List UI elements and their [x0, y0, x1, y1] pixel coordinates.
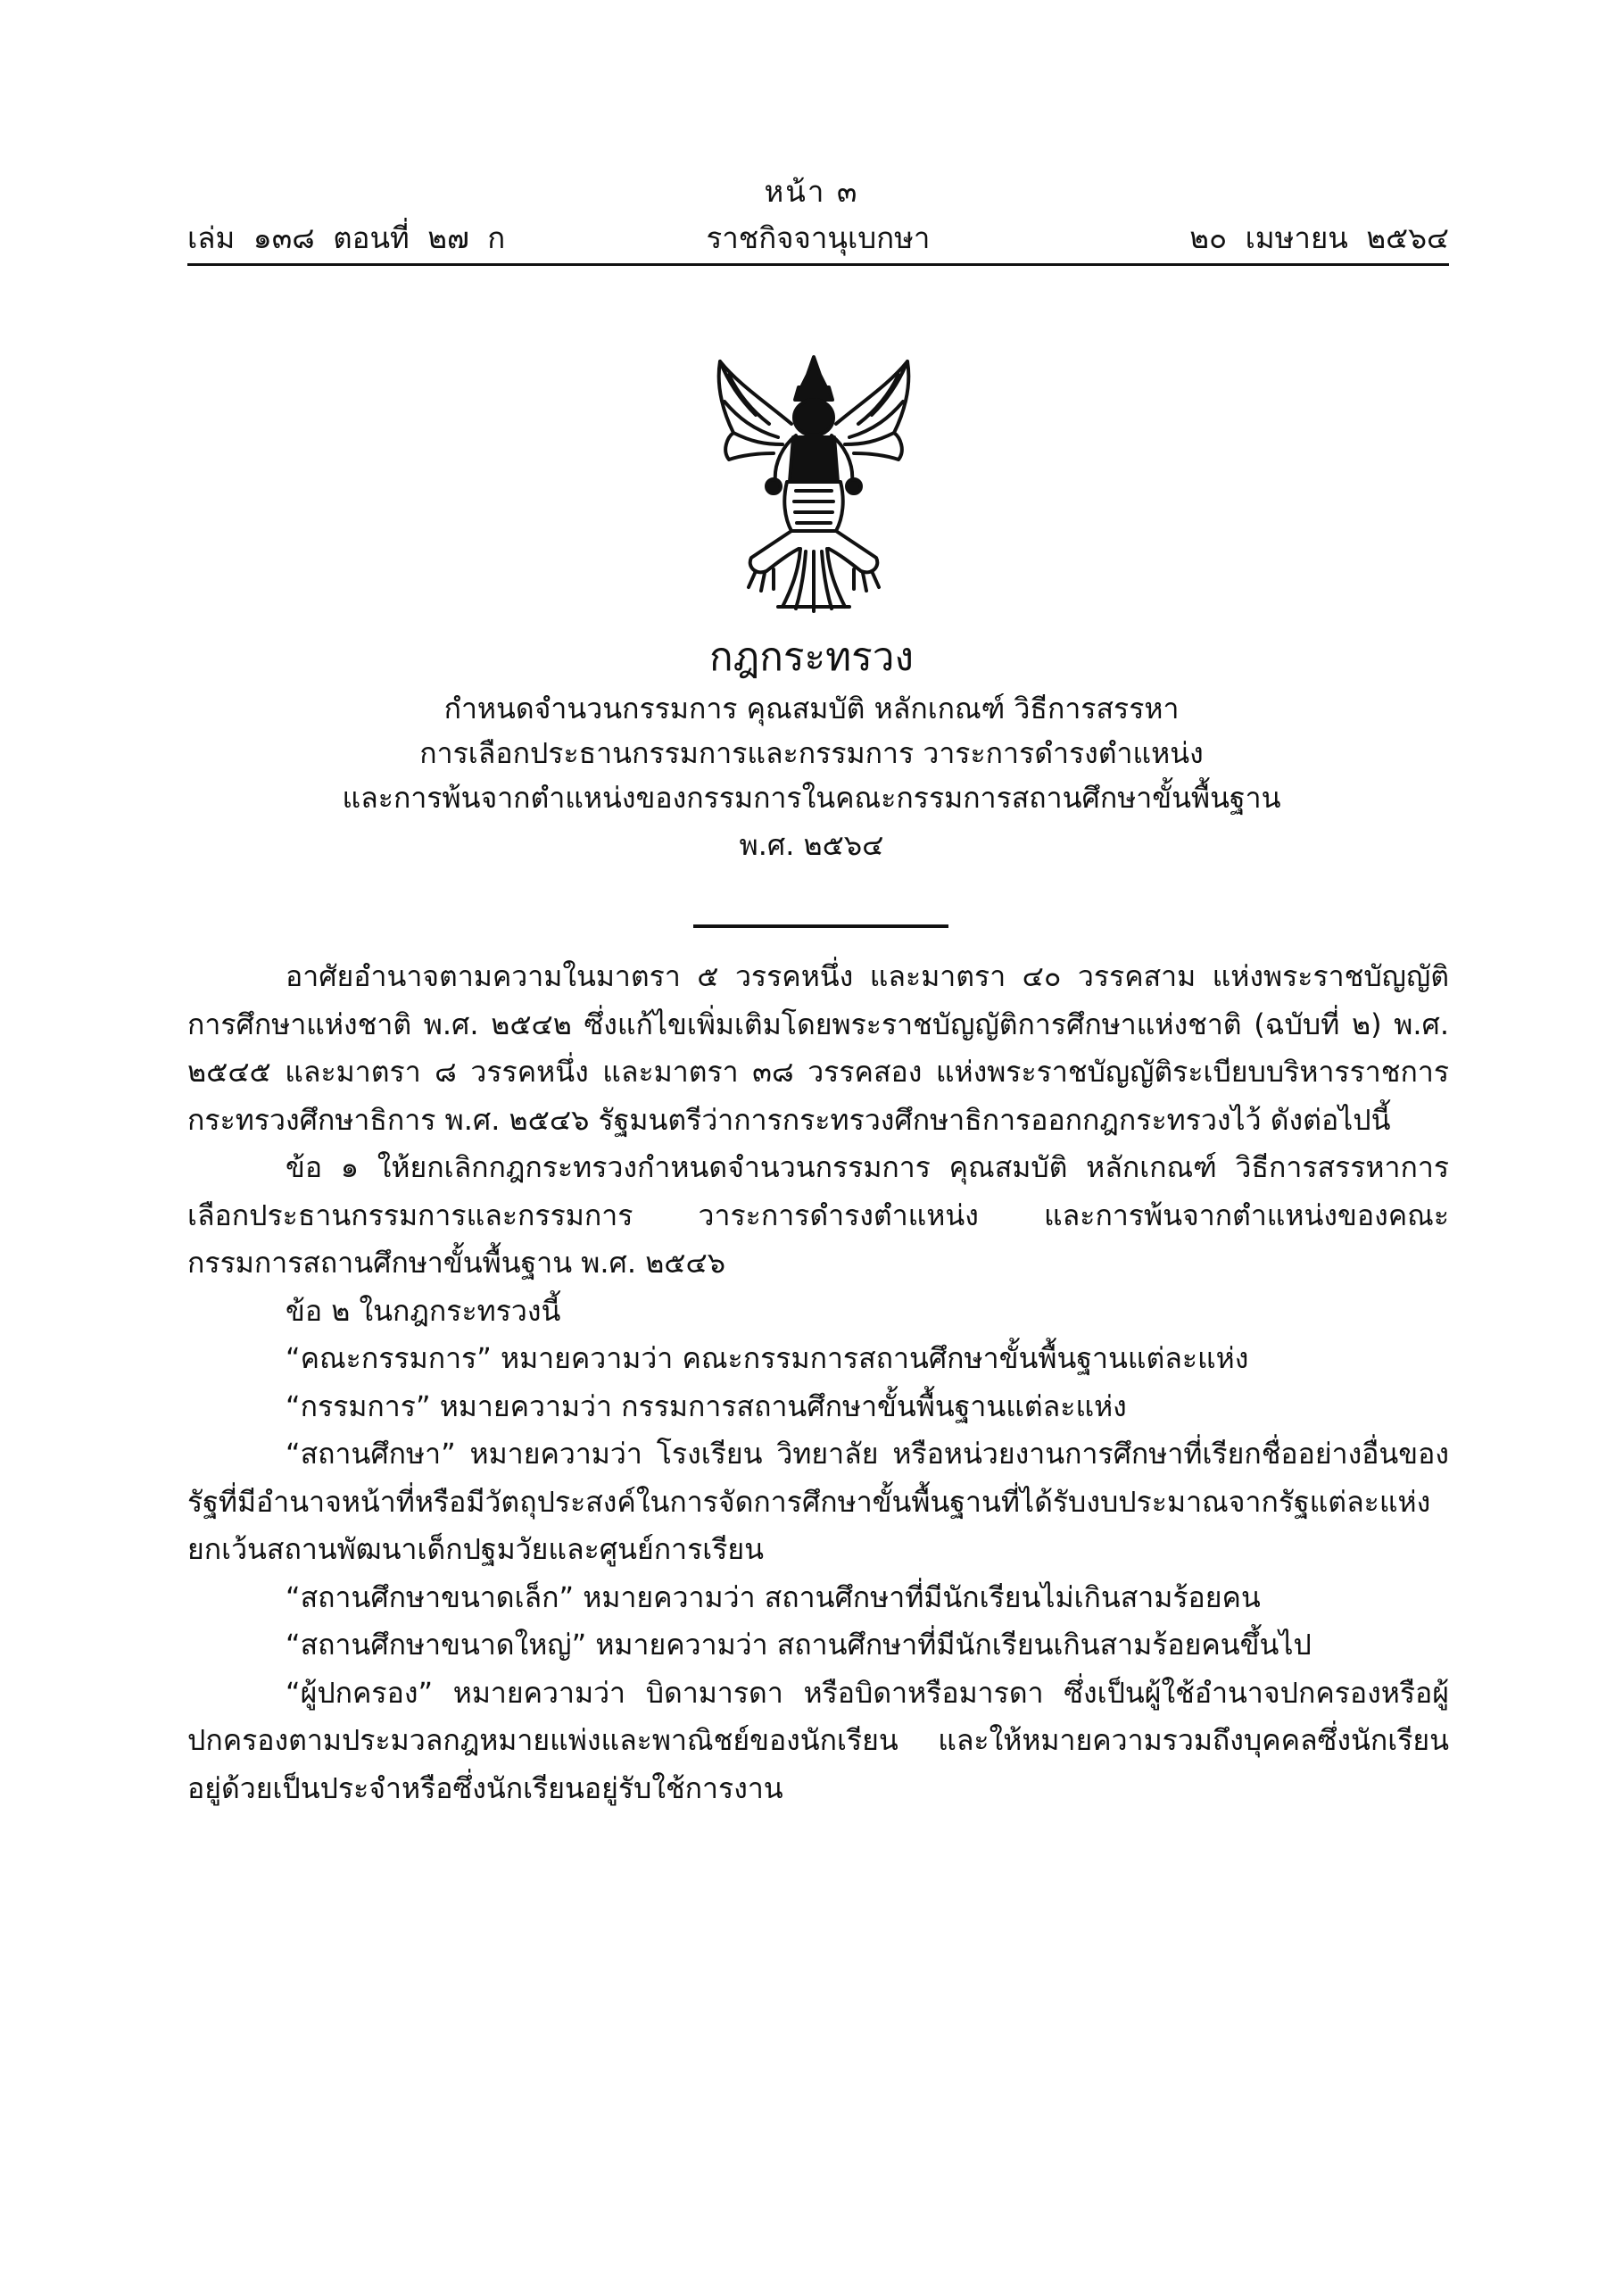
clause-2-paragraph: ข้อ ๒ ในกฎกระทรวงนี้ [286, 1293, 561, 1328]
document-title-line: และการพ้นจากตำแหน่งของกรรมการในคณะกรรมการสถานศึกษาขั้นพื้นฐาน [342, 781, 1281, 815]
definition-small-school: “สถานศึกษาขนาดเล็ก” หมายความว่า สถานศึกษาที่มีนักเรียนไม่เกินสามร้อยคน [286, 1579, 1261, 1614]
title-divider [693, 924, 948, 928]
gazette-header [187, 214, 1449, 259]
header-divider [187, 263, 1449, 266]
document-body [187, 953, 1449, 1812]
publication-date: ๒๐ เมษายน ๒๕๖๔ [1189, 220, 1449, 255]
title-block [0, 629, 1623, 868]
definition-large-school: “สถานศึกษาขนาดใหญ่” หมายความว่า สถานศึกษาที่มีนักเรียนเกินสามร้อยคนขึ้นไป [286, 1628, 1312, 1662]
definition-school: “สถานศึกษา” หมายความว่า โรงเรียน วิทยาลัย หรือหน่วยงานการศึกษาที่เรียกชื่ออย่างอื่นของรัฐที่มีอำนาจหน้าที่หรือมีวัตถุประสงค์ในการจัดการศึกษาขั้นพื้นฐานที่ได้รับงบประมาณจากรัฐแต่ละแห่ง ยกเว้นสถานพัฒนาเด็กปฐมวัยและศูนย์การเรียน [187, 1437, 1449, 1566]
document-title-line: การเลือกประธานกรรมการและกรรมการ วาระการดำรงตำแหน่ง [419, 736, 1204, 770]
definition-committee: “คณะกรรมการ” หมายความว่า คณะกรรมการสถานศึกษาขั้นพื้นฐานแต่ละแห่ง [286, 1341, 1249, 1375]
definition-member: “กรรมการ” หมายความว่า กรรมการสถานศึกษาขั้นพื้นฐานแต่ละแห่ง [286, 1388, 1127, 1423]
gazette-name: ราชกิจจานุเบกษา [706, 220, 931, 255]
document-year: พ.ศ. ๒๕๖๔ [739, 828, 884, 862]
document-type: กฎกระทรวง [709, 634, 914, 680]
page-number: หน้า ๓ [764, 174, 859, 209]
definition-guardian: “ผู้ปกครอง” หมายความว่า บิดามารดา หรือบิดาหรือมารดา ซึ่งเป็นผู้ใช้อำนาจปกครองหรือผู้ปกครองตามประมวลกฎหมายแพ่งและพาณิชย์ของนักเรียน และให้หมายความรวมถึงบุคคลซึ่งนักเรียนอยู่ด้วยเป็นประจำหรือซึ่งนักเรียนอยู่รับใช้การงาน [187, 1675, 1449, 1805]
document-title-line: กำหนดจำนวนกรรมการ คุณสมบัติ หลักเกณฑ์ วิธีการสรรหา [443, 692, 1180, 725]
garuda-emblem-icon [702, 348, 925, 616]
preamble-paragraph: อาศัยอำนาจตามความในมาตรา ๕ วรรคหนึ่ง และมาตรา ๔๐ วรรคสาม แห่งพระราชบัญญัติการศึกษาแห่งชาติ พ.ศ. ๒๕๔๒ ซึ่งแก้ไขเพิ่มเติมโดยพระราชบัญญัติการศึกษาแห่งชาติ (ฉบับที่ ๒) พ.ศ. ๒๕๔๕ และมาตรา ๘ วรรคหนึ่ง และมาตรา ๓๘ วรรคสอง แห่งพระราชบัญญัติระเบียบบริหารราชการกระทรวงศึกษาธิการ พ.ศ. ๒๕๔๖ รัฐมนตรีว่าการกระทรวงศึกษาธิการออกกฎกระทรวงไว้ ดังต่อไปนี้ [187, 959, 1449, 1137]
volume-issue: เล่ม ๑๓๘ ตอนที่ ๒๗ ก [187, 220, 506, 255]
clause-1-paragraph: ข้อ ๑ ให้ยกเลิกกฎกระทรวงกำหนดจำนวนกรรมการ คุณสมบัติ หลักเกณฑ์ วิธีการสรรหาการเลือกประธานกรรมการและกรรมการ วาระการดำรงตำแหน่ง และการพ้นจากตำแหน่งของคณะกรรมการสถานศึกษาขั้นพื้นฐาน พ.ศ. ๒๕๔๖ [187, 1150, 1449, 1280]
